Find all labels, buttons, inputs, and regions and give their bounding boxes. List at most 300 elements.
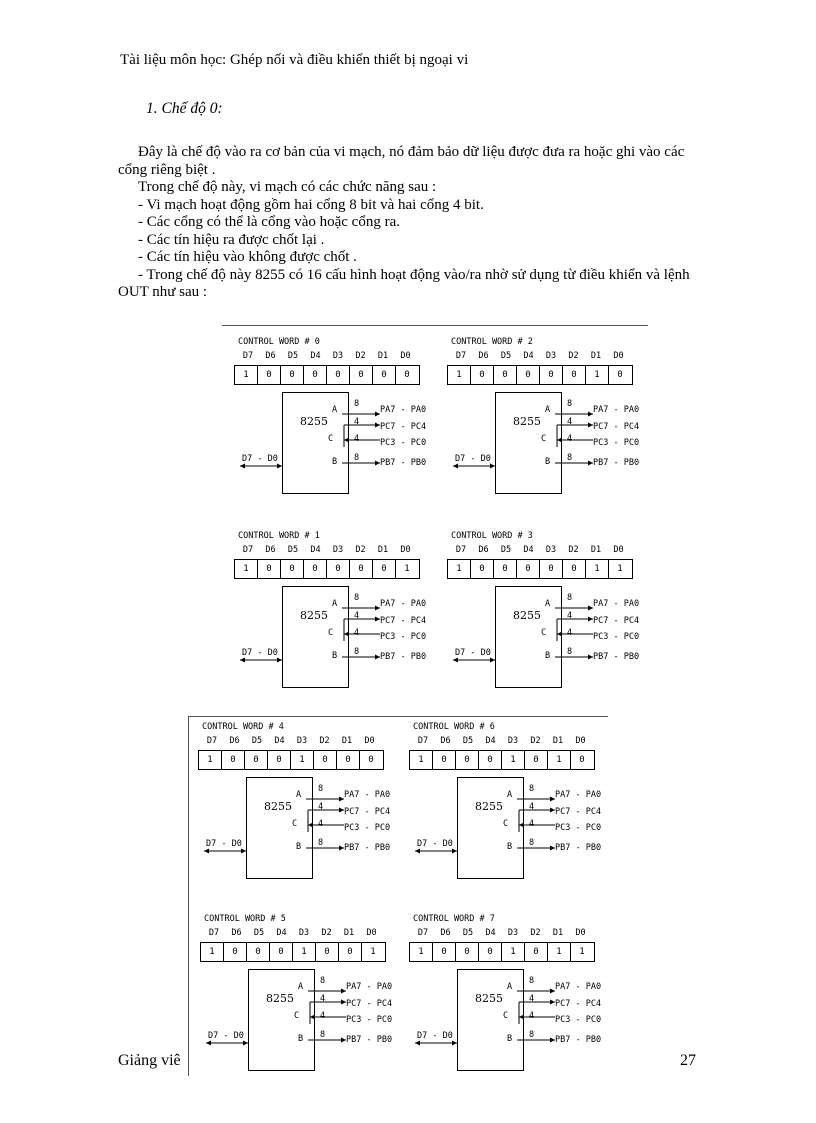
port-b-label: B — [507, 1034, 513, 1044]
pin-pch-label: PC7 - PC4 — [555, 999, 602, 1009]
bit-cell: 0 — [337, 751, 360, 769]
bit-cell: 0 — [540, 366, 563, 384]
bit-cell: 0 — [222, 751, 245, 769]
bit-header: D3 — [507, 736, 519, 746]
width-pa-label: 8 — [320, 976, 326, 986]
width-pch-label: 4 — [529, 802, 535, 812]
bit-header: D7 — [242, 545, 254, 555]
pin-pb-label: PB7 - PB0 — [380, 652, 427, 662]
bit-header: D6 — [478, 351, 489, 361]
bus-label: D7 - D0 — [208, 1031, 244, 1041]
bus-arrow-right — [452, 1041, 457, 1046]
wiring — [198, 722, 398, 882]
list-item: - Các tín hiệu ra được chốt lại . — [138, 231, 325, 248]
bit-cell: 1 — [235, 366, 258, 384]
list-item: - Trong chế độ này 8255 có 16 cấu hình hoạt động vào/ra nhờ sử dụng từ điều khiển và lệnh OUT như sau : — [118, 266, 690, 300]
bit-cell: 0 — [617, 370, 623, 380]
bit-header: D3 — [507, 928, 519, 938]
bus-label: D7 - D0 — [417, 1031, 453, 1041]
pin-pa-label: PA7 - PA0 — [593, 405, 640, 415]
bit-header: D6 — [440, 736, 451, 746]
bit-cell: 0 — [327, 560, 350, 578]
bit-cell: 0 — [304, 560, 327, 578]
bit-cell: 0 — [314, 751, 337, 769]
bus-label: D7 - D0 — [242, 648, 278, 658]
port-a-label: A — [296, 790, 302, 800]
bit-header: D1 — [552, 736, 564, 746]
bit-header: D5 — [251, 736, 263, 746]
chip-label: 8255 — [264, 800, 292, 813]
port-b-arrow — [339, 846, 344, 851]
bit-header: D4 — [485, 736, 496, 746]
bit-header: D1 — [377, 351, 389, 361]
width-pb-label: 8 — [529, 1030, 535, 1040]
pin-pcl-label: PC3 - PC0 — [593, 438, 640, 448]
port-b-label: B — [545, 457, 551, 467]
port-ch-arrow — [550, 1000, 555, 1005]
bit-header: D2 — [355, 545, 366, 555]
bit-cell: 0 — [258, 366, 281, 384]
bit-cell: 1 — [293, 943, 316, 961]
wiring — [200, 914, 400, 1074]
port-cl-arrow — [519, 823, 524, 828]
bit-header: D5 — [287, 351, 299, 361]
control-word-diagram — [234, 531, 427, 681]
pin-pa-label: PA7 - PA0 — [555, 790, 602, 800]
bit-header: D6 — [229, 736, 240, 746]
port-c-label: C — [503, 1011, 509, 1021]
port-cl-arrow — [557, 632, 562, 637]
wiring — [447, 337, 647, 497]
width-pb-label: 8 — [354, 647, 360, 657]
pin-pcl-label: PC3 - PC0 — [593, 632, 640, 642]
bit-header: D6 — [265, 351, 276, 361]
width-pcl-label: 4 — [529, 819, 535, 829]
bit-header: D1 — [590, 351, 602, 361]
pin-pcl-label: PC3 - PC0 — [380, 438, 427, 448]
port-b-label: B — [507, 842, 513, 852]
bit-header: D3 — [545, 545, 557, 555]
bit-cell: 0 — [471, 366, 494, 384]
port-a-arrow — [375, 412, 380, 417]
bit-header: D4 — [485, 928, 496, 938]
bit-cell: 1 — [548, 943, 571, 961]
bit-cell: 0 — [456, 943, 479, 961]
bus-arrow-right — [243, 1041, 248, 1046]
port-b-arrow — [550, 1038, 555, 1043]
port-a-arrow — [588, 412, 593, 417]
bit-header: D4 — [276, 928, 287, 938]
port-a-label: A — [545, 599, 551, 609]
bit-cell: 1 — [410, 943, 433, 961]
bit-cell: 0 — [368, 755, 374, 765]
port-a-arrow — [550, 989, 555, 994]
pin-pa-label: PA7 - PA0 — [555, 982, 602, 992]
bit-header: D3 — [332, 351, 344, 361]
paragraph-intro: Đây là chế độ vào ra cơ bản của vi mạch, nó đảm bảo dữ liệu được đưa ra hoặc ghi vào các cổng riêng biệt . — [118, 144, 685, 178]
port-c-label: C — [541, 434, 547, 444]
control-word-title: CONTROL WORD # 2 — [451, 337, 533, 347]
bit-header: D1 — [552, 928, 564, 938]
bit-header: D2 — [530, 736, 541, 746]
bus-arrow-right — [490, 464, 495, 469]
bit-cell: 1 — [404, 564, 410, 574]
port-ch-arrow — [375, 617, 380, 622]
width-pa-label: 8 — [529, 976, 535, 986]
chip-label: 8255 — [300, 415, 328, 428]
bit-header: D3 — [296, 736, 308, 746]
bus-arrow-right — [277, 464, 282, 469]
bit-cell: 0 — [268, 751, 291, 769]
width-pb-label: 8 — [318, 838, 324, 848]
bus-arrow-left — [240, 464, 245, 469]
bit-header: D2 — [355, 351, 366, 361]
port-cl-arrow — [519, 1015, 524, 1020]
port-a-label: A — [507, 982, 513, 992]
pin-pch-label: PC7 - PC4 — [346, 999, 393, 1009]
bit-cell: 0 — [494, 366, 517, 384]
width-pcl-label: 4 — [567, 434, 573, 444]
width-pa-label: 8 — [529, 784, 535, 794]
bit-cell: 0 — [517, 366, 540, 384]
pin-pa-label: PA7 - PA0 — [593, 599, 640, 609]
chip-label: 8255 — [266, 992, 294, 1005]
pin-pch-label: PC7 - PC4 — [593, 422, 640, 432]
port-cl-arrow — [308, 823, 313, 828]
port-c-label: C — [294, 1011, 300, 1021]
bit-header: D4 — [523, 351, 534, 361]
port-a-arrow — [588, 606, 593, 611]
bit-cell: 1 — [291, 751, 314, 769]
width-pcl-label: 4 — [320, 1011, 326, 1021]
bus-label: D7 - D0 — [455, 648, 491, 658]
control-word-title: CONTROL WORD # 3 — [451, 531, 533, 541]
width-pa-label: 8 — [567, 399, 573, 409]
port-c-label: C — [328, 628, 334, 638]
bit-cell: 1 — [502, 751, 525, 769]
bit-header: D3 — [332, 545, 344, 555]
pin-pcl-label: PC3 - PC0 — [555, 1015, 602, 1025]
bit-header: D2 — [319, 736, 330, 746]
bit-header: D0 — [364, 736, 375, 746]
pin-pch-label: PC7 - PC4 — [380, 616, 427, 626]
bus-arrow-left — [204, 849, 209, 854]
bit-header: D7 — [417, 928, 429, 938]
bit-cell: 0 — [316, 943, 339, 961]
control-word-diagram — [234, 337, 427, 487]
bit-header: D0 — [575, 736, 586, 746]
bit-cell: 0 — [433, 943, 456, 961]
bit-cell: 0 — [224, 943, 247, 961]
bit-cell: 1 — [586, 560, 609, 578]
bit-header: D1 — [377, 545, 389, 555]
pin-pch-label: PC7 - PC4 — [380, 422, 427, 432]
bit-cell: 0 — [525, 751, 548, 769]
pin-pa-label: PA7 - PA0 — [380, 405, 427, 415]
bit-cell: 0 — [479, 751, 502, 769]
wiring — [409, 722, 609, 882]
figure-top-rule — [222, 325, 648, 326]
port-ch-arrow — [339, 808, 344, 813]
width-pcl-label: 4 — [318, 819, 324, 829]
bit-cell: 1 — [579, 947, 585, 957]
port-cl-arrow — [344, 632, 349, 637]
pin-pb-label: PB7 - PB0 — [380, 458, 427, 468]
bus-arrow-left — [206, 1041, 211, 1046]
bit-cell: 1 — [410, 751, 433, 769]
bit-header: D0 — [400, 545, 411, 555]
bus-arrow-left — [453, 658, 458, 663]
footer-author: Giảng viê — [118, 1052, 181, 1069]
pin-pa-label: PA7 - PA0 — [380, 599, 427, 609]
bit-header: D4 — [523, 545, 534, 555]
bit-cell: 0 — [433, 751, 456, 769]
bit-cell: 0 — [471, 560, 494, 578]
bit-cell: 1 — [370, 947, 376, 957]
chip-label: 8255 — [475, 992, 503, 1005]
port-cl-arrow — [344, 438, 349, 443]
bit-header: D2 — [530, 928, 541, 938]
port-b-label: B — [332, 651, 338, 661]
control-word-title: CONTROL WORD # 4 — [202, 722, 284, 732]
control-word-diagram — [198, 722, 391, 872]
bit-cell: 0 — [404, 370, 410, 380]
pin-pb-label: PB7 - PB0 — [555, 843, 602, 853]
bit-cell: 0 — [270, 943, 293, 961]
port-b-arrow — [588, 461, 593, 466]
bit-cell: 0 — [494, 560, 517, 578]
bit-cell: 0 — [479, 943, 502, 961]
bit-cell: 0 — [579, 755, 585, 765]
list-item: - Vi mạch hoạt động gồm hai cổng 8 bit và hai cổng 4 bit. — [138, 196, 484, 213]
pin-pb-label: PB7 - PB0 — [344, 843, 391, 853]
bit-cell: 0 — [281, 366, 304, 384]
width-pch-label: 4 — [567, 611, 573, 621]
bit-header: D0 — [400, 351, 411, 361]
bus-arrow-right — [277, 658, 282, 663]
bit-header: D4 — [310, 351, 321, 361]
bit-header: D0 — [613, 545, 624, 555]
bus-label: D7 - D0 — [206, 839, 242, 849]
port-b-label: B — [545, 651, 551, 661]
port-a-arrow — [339, 797, 344, 802]
width-pch-label: 4 — [320, 994, 326, 1004]
port-b-arrow — [375, 461, 380, 466]
bit-header: D1 — [590, 545, 602, 555]
width-pch-label: 4 — [529, 994, 535, 1004]
bit-cell: 1 — [448, 366, 471, 384]
port-cl-arrow — [557, 438, 562, 443]
control-word-diagram — [447, 531, 640, 681]
bit-cell: 0 — [540, 560, 563, 578]
width-pb-label: 8 — [567, 453, 573, 463]
port-a-label: A — [332, 599, 338, 609]
bit-cell: 0 — [247, 943, 270, 961]
bit-cell: 1 — [548, 751, 571, 769]
bit-header: D4 — [310, 545, 321, 555]
bit-cell: 0 — [525, 943, 548, 961]
port-b-arrow — [375, 655, 380, 660]
bit-header: D2 — [568, 351, 579, 361]
bit-header: D7 — [455, 351, 467, 361]
figure-bottom-border-left — [188, 716, 189, 1076]
bit-header: D5 — [253, 928, 265, 938]
bit-cell: 0 — [350, 560, 373, 578]
port-b-arrow — [341, 1038, 346, 1043]
port-a-label: A — [507, 790, 513, 800]
port-a-arrow — [341, 989, 346, 994]
width-pb-label: 8 — [354, 453, 360, 463]
port-b-arrow — [588, 655, 593, 660]
list-item: - Các cổng có thể là cổng vào hoặc cổng ra. — [138, 214, 400, 230]
bit-header: D3 — [298, 928, 310, 938]
chip-label: 8255 — [513, 609, 541, 622]
bit-cell: 1 — [201, 943, 224, 961]
body-text — [118, 144, 704, 302]
page-number: 27 — [680, 1052, 696, 1069]
bit-cell: 0 — [339, 943, 362, 961]
bus-arrow-left — [415, 1041, 420, 1046]
bit-header: D0 — [366, 928, 377, 938]
control-word-title: CONTROL WORD # 5 — [204, 914, 286, 924]
bit-cell: 1 — [235, 560, 258, 578]
port-a-arrow — [550, 797, 555, 802]
wiring — [447, 531, 647, 691]
port-a-label: A — [332, 405, 338, 415]
port-ch-arrow — [341, 1000, 346, 1005]
bit-header: D6 — [478, 545, 489, 555]
bit-cell: 0 — [563, 366, 586, 384]
figure-bottom-border-top — [188, 716, 608, 717]
wiring — [234, 531, 434, 691]
port-c-label: C — [328, 434, 334, 444]
control-word-diagram — [200, 914, 393, 1064]
chip-label: 8255 — [513, 415, 541, 428]
bit-header: D7 — [455, 545, 467, 555]
bit-header: D6 — [231, 928, 242, 938]
bit-header: D7 — [206, 736, 218, 746]
section-title: 1. Chế độ 0: — [146, 100, 223, 117]
port-b-label: B — [296, 842, 302, 852]
width-pch-label: 4 — [354, 417, 360, 427]
wiring — [234, 337, 434, 497]
pin-pa-label: PA7 - PA0 — [346, 982, 393, 992]
port-ch-arrow — [588, 423, 593, 428]
pin-pcl-label: PC3 - PC0 — [346, 1015, 393, 1025]
bit-header: D5 — [462, 928, 474, 938]
port-a-label: A — [545, 405, 551, 415]
bit-cell: 0 — [327, 366, 350, 384]
pin-pch-label: PC7 - PC4 — [593, 616, 640, 626]
port-c-label: C — [541, 628, 547, 638]
bit-header: D7 — [417, 736, 429, 746]
bit-header: D7 — [208, 928, 220, 938]
port-a-label: A — [298, 982, 304, 992]
control-word-diagram — [447, 337, 640, 487]
bit-header: D6 — [440, 928, 451, 938]
bit-cell: 0 — [304, 366, 327, 384]
pin-pcl-label: PC3 - PC0 — [344, 823, 391, 833]
bus-label: D7 - D0 — [455, 454, 491, 464]
control-word-title: CONTROL WORD # 0 — [238, 337, 320, 347]
width-pb-label: 8 — [529, 838, 535, 848]
width-pa-label: 8 — [318, 784, 324, 794]
pin-pch-label: PC7 - PC4 — [555, 807, 602, 817]
bus-arrow-right — [452, 849, 457, 854]
bit-header: D5 — [287, 545, 299, 555]
bus-arrow-left — [415, 849, 420, 854]
port-ch-arrow — [375, 423, 380, 428]
width-pch-label: 4 — [318, 802, 324, 812]
port-c-label: C — [292, 819, 298, 829]
bit-header: D1 — [343, 928, 355, 938]
bit-header: D6 — [265, 545, 276, 555]
width-pch-label: 4 — [354, 611, 360, 621]
bit-header: D3 — [545, 351, 557, 361]
bit-cell: 1 — [586, 366, 609, 384]
bus-arrow-left — [453, 464, 458, 469]
chip-label: 8255 — [475, 800, 503, 813]
pin-pb-label: PB7 - PB0 — [346, 1035, 393, 1045]
list-item: - Các tín hiệu vào không được chốt . — [138, 249, 357, 265]
port-ch-arrow — [588, 617, 593, 622]
bit-header: D2 — [321, 928, 332, 938]
control-word-title: CONTROL WORD # 7 — [413, 914, 495, 924]
width-pb-label: 8 — [320, 1030, 326, 1040]
bus-arrow-right — [490, 658, 495, 663]
bit-cell: 0 — [517, 560, 540, 578]
bit-header: D5 — [500, 351, 512, 361]
width-pa-label: 8 — [354, 593, 360, 603]
bit-cell: 0 — [456, 751, 479, 769]
pin-pb-label: PB7 - PB0 — [593, 652, 640, 662]
width-pcl-label: 4 — [354, 434, 360, 444]
pin-pb-label: PB7 - PB0 — [555, 1035, 602, 1045]
width-pcl-label: 4 — [529, 1011, 535, 1021]
bit-cell: 0 — [245, 751, 268, 769]
bit-cell: 0 — [350, 366, 373, 384]
port-b-label: B — [298, 1034, 304, 1044]
paragraph-functions: Trong chế độ này, vi mạch có các chức năng sau : — [138, 179, 437, 195]
port-c-label: C — [503, 819, 509, 829]
pin-pa-label: PA7 - PA0 — [344, 790, 391, 800]
width-pa-label: 8 — [567, 593, 573, 603]
width-pb-label: 8 — [567, 647, 573, 657]
port-ch-arrow — [550, 808, 555, 813]
bit-cell: 1 — [617, 564, 623, 574]
width-pch-label: 4 — [567, 417, 573, 427]
control-word-diagram — [409, 914, 602, 1064]
wiring — [409, 914, 609, 1074]
bit-header: D0 — [575, 928, 586, 938]
bit-cell: 0 — [563, 560, 586, 578]
pin-pcl-label: PC3 - PC0 — [555, 823, 602, 833]
bus-label: D7 - D0 — [242, 454, 278, 464]
bit-cell: 0 — [373, 366, 396, 384]
bit-header: D5 — [462, 736, 474, 746]
port-a-arrow — [375, 606, 380, 611]
control-word-title: CONTROL WORD # 1 — [238, 531, 320, 541]
bit-cell: 1 — [199, 751, 222, 769]
control-word-diagram — [409, 722, 602, 872]
port-b-label: B — [332, 457, 338, 467]
bit-cell: 0 — [258, 560, 281, 578]
width-pcl-label: 4 — [354, 628, 360, 638]
pin-pcl-label: PC3 - PC0 — [380, 632, 427, 642]
document-header: Tài liệu môn học: Ghép nối và điều khiển thiết bị ngoại vi — [120, 52, 469, 68]
bit-header: D7 — [242, 351, 254, 361]
bit-header: D5 — [500, 545, 512, 555]
